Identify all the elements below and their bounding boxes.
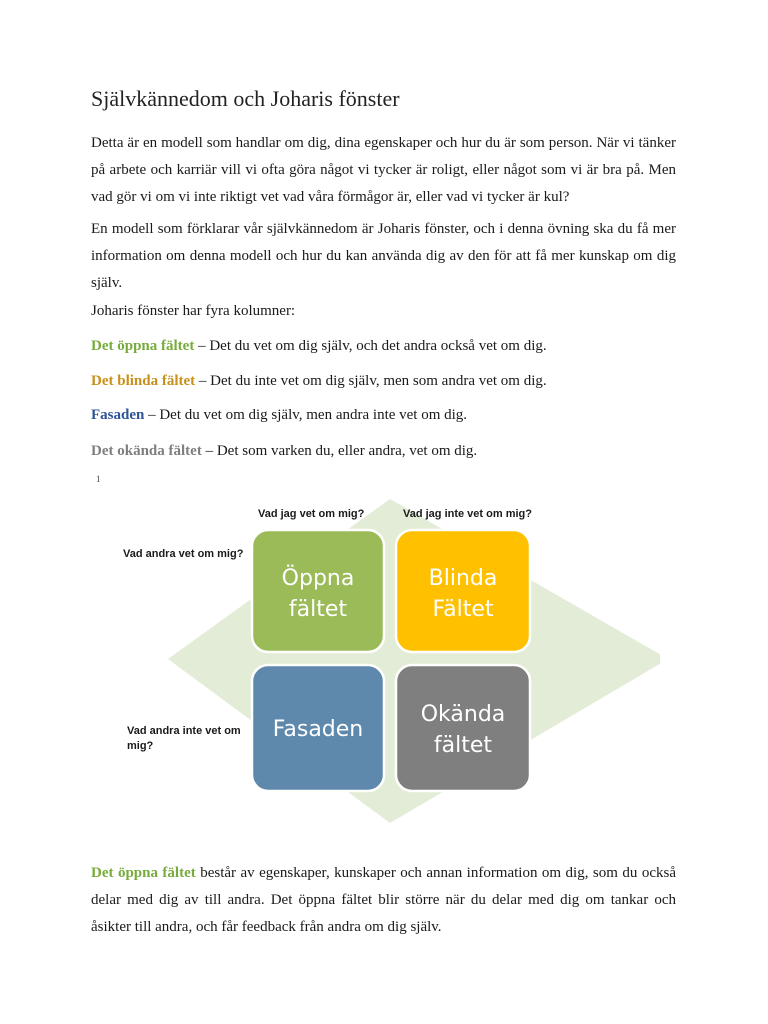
field-blind-term: Det blinda fältet	[91, 373, 196, 389]
box-open-line2: fältet	[288, 597, 348, 622]
field-blind-desc: – Det du inte vet om dig själv, men som andra vet om dig.	[195, 373, 547, 389]
label-others-known: Vad andra vet om mig?	[123, 548, 244, 560]
field-unknown-desc: – Det som varken du, eller andra, vet om dig.	[201, 443, 478, 459]
page-title: Självkännedom och Joharis fönster	[91, 86, 400, 111]
box-open	[252, 530, 384, 652]
box-facade	[252, 665, 384, 791]
box-blind	[396, 530, 530, 652]
box-unknown	[396, 665, 530, 791]
label-self-known: Vad jag vet om mig?	[258, 508, 365, 520]
box-blind-line1: Blinda	[428, 566, 498, 591]
footnote-mark: 1	[96, 474, 101, 484]
intro-paragraph-1: Detta är en modell som handlar om dig, dina egenskaper och hur du är som person. När vi tänker på arbete och karriär vill vi ofta göra något vi tycker är roligt, eller något som vi är bra på. Men vad gör vi om vi inte riktigt vet vad våra förmågor är, eller vad vi tycker är kul?	[91, 135, 676, 205]
field-open-desc: – Det du vet om dig själv, och det andra också vet om dig.	[194, 338, 547, 354]
box-blind-line2: Fältet	[432, 597, 494, 622]
box-unknown-line2: fältet	[433, 733, 493, 758]
label-self-unknown: Vad jag inte vet om mig?	[403, 508, 532, 520]
box-open-line1: Öppna	[281, 566, 355, 591]
box-unknown-line1: Okända	[420, 702, 506, 727]
field-unknown-term: Det okända fältet	[91, 443, 202, 459]
field-facade-term: Fasaden	[91, 407, 145, 423]
closing-paragraph	[91, 860, 676, 941]
field-facade-desc: – Det du vet om dig själv, men andra inte vet om dig.	[144, 407, 468, 423]
label-others-unknown-line2: mig?	[127, 740, 154, 752]
columns-intro: Joharis fönster har fyra kolumner:	[91, 303, 296, 319]
closing-term: Det öppna fältet	[91, 865, 196, 881]
intro-paragraph-2: En modell som förklarar vår självkännedom är Joharis fönster, och i denna övning ska du få mer information om denna modell och hur du kan använda dig av den för att få mer kunskap om dig själv.	[91, 221, 676, 291]
box-facade-label: Fasaden	[272, 717, 364, 742]
field-open-term: Det öppna fältet	[91, 338, 195, 354]
label-others-unknown-line1: Vad andra inte vet om	[127, 725, 241, 737]
field-blind-line	[91, 373, 547, 390]
field-unknown-line	[91, 443, 477, 460]
field-open-line	[91, 338, 547, 355]
closing-text: består av egenskaper, kunskaper och annan information om dig, som du också delar med dig av till andra. Det öppna fältet blir större när du delar med dig om tankar och åsikter till andra, och får feedback från andra om dig själv.	[91, 865, 676, 935]
johari-window-diagram	[100, 493, 660, 833]
field-facade-line	[91, 407, 467, 424]
